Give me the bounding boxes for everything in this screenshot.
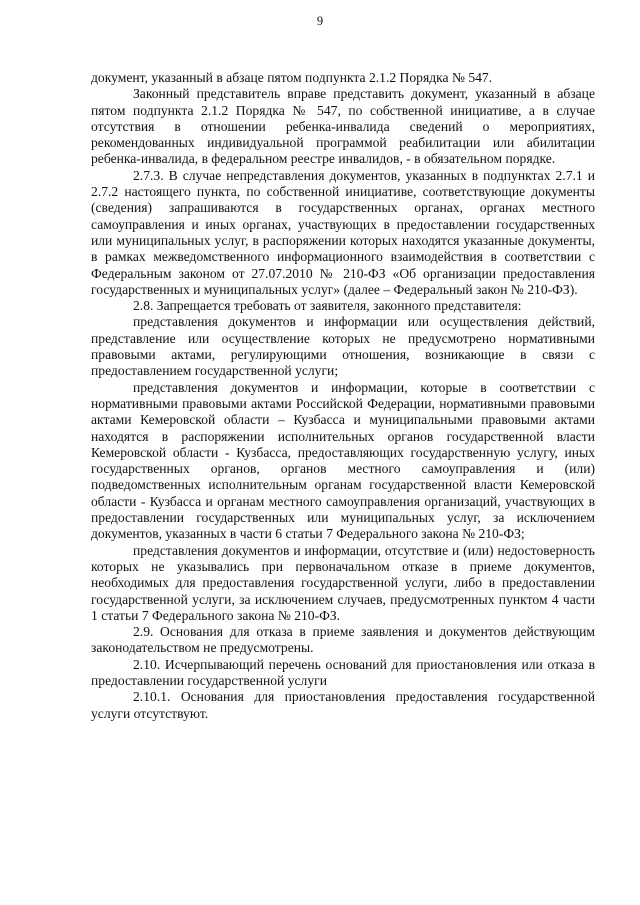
paragraph-2-10: 2.10. Исчерпывающий перечень оснований для приостановления или отказа в предоставлении государственной услуги [91,656,595,688]
page-number: 9 [316,14,324,28]
paragraph-prohibition-2: представления документов и информации, которые в соответствии с нормативными правовыми актами Российской Федерации, нормативными правовыми актами Кемеровской области – Кузбасса и муниципальными правовыми актами находятся в распоряжении исполнительных органов государственной власти Кемеровской области - Кузбасса, предоставляющих государственную услугу, иных государственных органов, органов местного самоуправления и (или) подведомственных исполнительным органам государственной власти Кемеровской области - Кузбасса и органам местного самоуправления организаций, участвующих в предоставлении государственных или муниципальных услуг, за исключением документов, указанных в части 6 статьи 7 Федерального закона № 210-ФЗ; [91,379,595,542]
paragraph-legal-representative: Законный представитель вправе представить документ, указанный в абзаце пятом подпункта 2.1.2 Порядка № 547, по собственной инициативе, а в случае отсутствия в отношении ребенка-инвалида сведений о мероприятиях, рекомендованных индивидуальной программой реабилитации или абилитации ребенка-инвалида, в федеральном реестре инвалидов, - в обязательном порядке. [91,86,595,167]
paragraph-prohibition-1: представления документов и информации или осуществления действий, представление или осуществление которых не предусмотрено нормативными правовыми актами, регулирующими отношения, возникающие в связи с предоставлением государственной услуги; [91,314,595,379]
paragraph-2-7-3: 2.7.3. В случае непредставления документов, указанных в подпунктах 2.7.1 и 2.7.2 настоящего пункта, по собственной инициативе, соответствующие документы (сведения) запрашиваются в государственных органах, органах местного самоуправления и иных органах, участвующих в предоставлении государственных или муниципальных услуг, в распоряжении которых находятся указанные документы, в рамках межведомственного информационного взаимодействия в соответствии с Федеральным законом от 27.07.2010 № 210-ФЗ «Об организации предоставления государственных и муниципальных услуг» (далее – Федеральный закон № 210-ФЗ). [91,167,595,297]
paragraph-prohibition-3: представления документов и информации, отсутствие и (или) недостоверность которых не указывались при первоначальном отказе в приеме документов, необходимых для предоставления государственной услуги, либо в предоставлении государственной услуги, за исключением случаев, предусмотренных пунктом 4 части 1 статьи 7 Федерального закона № 210-ФЗ. [91,542,595,623]
paragraph-2-8: 2.8. Запрещается требовать от заявителя, законного представителя: [133,298,522,314]
paragraph-2-9: 2.9. Основания для отказа в приеме заявления и документов действующим законодательством не предусмотрены. [91,624,595,656]
paragraph-2-10-1: 2.10.1. Основания для приостановления предоставления государственной услуги отсутствуют. [91,689,595,721]
document-body [91,70,595,722]
paragraph-continuation: документ, указанный в абзаце пятом подпункта 2.1.2 Порядка № 547. [91,70,493,85]
